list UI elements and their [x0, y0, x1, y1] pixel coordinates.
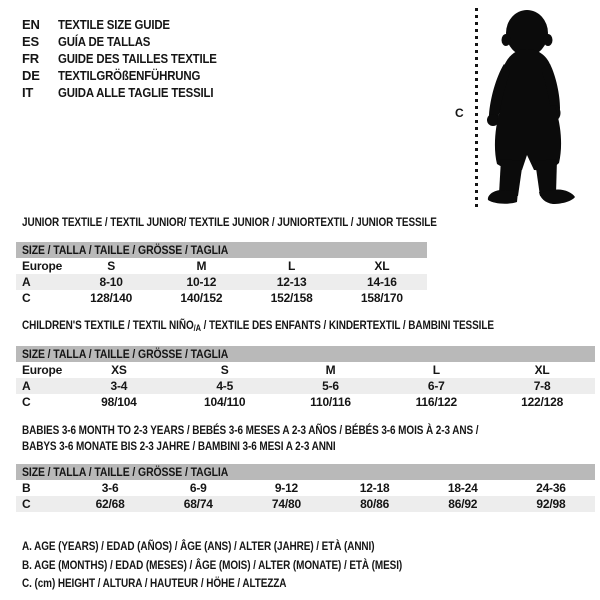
height-cell: 74/80 — [271, 497, 301, 511]
height-cell: 140/152 — [180, 291, 223, 305]
table-row-europe — [16, 258, 427, 274]
size-header-label: SIZE / TALLA / TAILLE / GRÖSSE / TAGLIA — [22, 347, 229, 361]
babies-table-title — [22, 423, 478, 454]
children-title-rest: / TEXTILE DES ENFANTS / KINDERTEXTIL / BAMBINI TESSILE — [200, 318, 494, 332]
babies-title-line2: BABYS 3-6 MONATE BIS 2-3 JAHRE / BAMBINI 3-6 MESI A 2-3 ANNI — [22, 438, 336, 453]
language-row-de — [22, 67, 238, 84]
size-cell: M — [325, 363, 336, 377]
baby-silhouette-icon — [487, 7, 581, 213]
language-code: IT — [22, 85, 34, 100]
months-cell: 6-9 — [189, 481, 207, 495]
language-label: GUÍA DE TALLAS — [58, 34, 151, 49]
row-label: C — [22, 395, 31, 409]
language-code: EN — [22, 17, 40, 32]
height-cell: 80/86 — [360, 497, 390, 511]
height-measure-dashed-line — [475, 8, 478, 207]
age-cell: 12-13 — [276, 275, 307, 289]
height-cell: 98/104 — [101, 395, 137, 409]
row-label: C — [22, 291, 31, 305]
language-label: GUIDE DES TAILLES TEXTILE — [58, 51, 217, 66]
height-cell: 116/122 — [415, 395, 457, 409]
row-label: B — [22, 481, 31, 495]
age-cell: 7-8 — [533, 379, 551, 393]
row-label: Europe — [22, 259, 63, 273]
language-row-en — [22, 16, 238, 33]
table-row-age — [16, 274, 427, 290]
language-label: TEXTILE SIZE GUIDE — [58, 17, 170, 32]
children-size-table — [16, 346, 595, 410]
legend-line-c: C. (cm) HEIGHT / ALTURA / HAUTEUR / HÖHE / ALTEZZA — [22, 576, 287, 590]
row-label: A — [22, 275, 31, 289]
height-cell: 158/170 — [360, 291, 403, 305]
size-header-label: SIZE / TALLA / TAILLE / GRÖSSE / TAGLIA — [22, 243, 229, 257]
height-cell: 68/74 — [183, 497, 213, 511]
months-cell: 3-6 — [101, 481, 119, 495]
junior-table-title: JUNIOR TEXTILE / TEXTIL JUNIOR/ TEXTILE JUNIOR / JUNIORTEXTIL / JUNIOR TESSILE — [22, 215, 437, 229]
months-cell: 18-24 — [447, 481, 478, 495]
babies-size-table — [16, 464, 595, 512]
size-cell: XS — [111, 363, 127, 377]
language-row-fr — [22, 50, 238, 67]
language-list — [22, 16, 238, 101]
size-cell: L — [288, 259, 296, 273]
size-cell: XL — [374, 259, 390, 273]
row-label: Europe — [22, 363, 63, 377]
children-table-title — [22, 318, 494, 337]
size-cell: S — [107, 259, 116, 273]
height-cell: 152/158 — [270, 291, 313, 305]
age-cell: 14-16 — [367, 275, 397, 289]
height-measure-label: C — [455, 106, 464, 120]
size-header-bar — [16, 464, 595, 480]
size-cell: S — [220, 363, 229, 377]
age-cell: 6-7 — [427, 379, 445, 393]
months-cell: 24-36 — [536, 481, 566, 495]
table-row-height — [16, 290, 427, 306]
size-header-bar — [16, 346, 595, 362]
children-title-main: CHILDREN'S TEXTILE / TEXTIL NIÑO — [22, 318, 194, 332]
language-label: TEXTILGRÖßENFÜHRUNG — [58, 68, 201, 83]
height-cell: 62/68 — [95, 497, 125, 511]
junior-size-table — [16, 242, 427, 306]
age-cell: 5-6 — [322, 379, 339, 393]
months-cell: 9-12 — [274, 481, 299, 495]
language-row-it — [22, 84, 238, 101]
size-cell: M — [196, 259, 207, 273]
size-header-bar — [16, 242, 427, 258]
table-row-height — [16, 394, 595, 410]
height-cell: 122/128 — [521, 395, 564, 409]
language-label: GUIDA ALLE TAGLIE TESSILI — [58, 85, 214, 100]
table-row-europe — [16, 362, 595, 378]
row-label: C — [22, 497, 31, 511]
row-label: A — [22, 379, 31, 393]
height-cell: 86/92 — [448, 497, 478, 511]
legend — [22, 537, 480, 593]
children-title-subscript: /A — [193, 323, 201, 333]
size-header-label: SIZE / TALLA / TAILLE / GRÖSSE / TAGLIA — [22, 465, 229, 479]
size-cell: L — [432, 363, 440, 377]
height-cell: 128/140 — [90, 291, 133, 305]
age-cell: 3-4 — [110, 379, 128, 393]
table-row-age — [16, 378, 595, 394]
months-cell: 12-18 — [359, 481, 390, 495]
age-cell: 8-10 — [99, 275, 123, 289]
table-row-height — [16, 496, 595, 512]
age-cell: 10-12 — [186, 275, 217, 289]
language-row-es — [22, 33, 238, 50]
age-cell: 4-5 — [216, 379, 234, 393]
height-cell: 92/98 — [536, 497, 566, 511]
language-code: FR — [22, 51, 39, 66]
size-cell: XL — [534, 363, 550, 377]
table-row-months — [16, 480, 595, 496]
legend-line-a: A. AGE (YEARS) / EDAD (AÑOS) / ÂGE (ANS) / ALTER (JAHRE) / ETÀ (ANNI) — [22, 539, 375, 553]
language-code: DE — [22, 68, 40, 83]
height-cell: 104/110 — [204, 395, 246, 409]
legend-line-b: B. AGE (MONTHS) / EDAD (MESES) / ÂGE (MOIS) / ALTER (MONATE) / ETÀ (MESI) — [22, 557, 403, 572]
babies-title-line1: BABIES 3-6 MONTH TO 2-3 YEARS / BEBÉS 3-6 MESES A 2-3 AÑOS / BÉBÉS 3-6 MOIS À 2-3 ANS / — [22, 423, 479, 437]
height-cell: 110/116 — [310, 395, 351, 409]
language-code: ES — [22, 34, 39, 49]
